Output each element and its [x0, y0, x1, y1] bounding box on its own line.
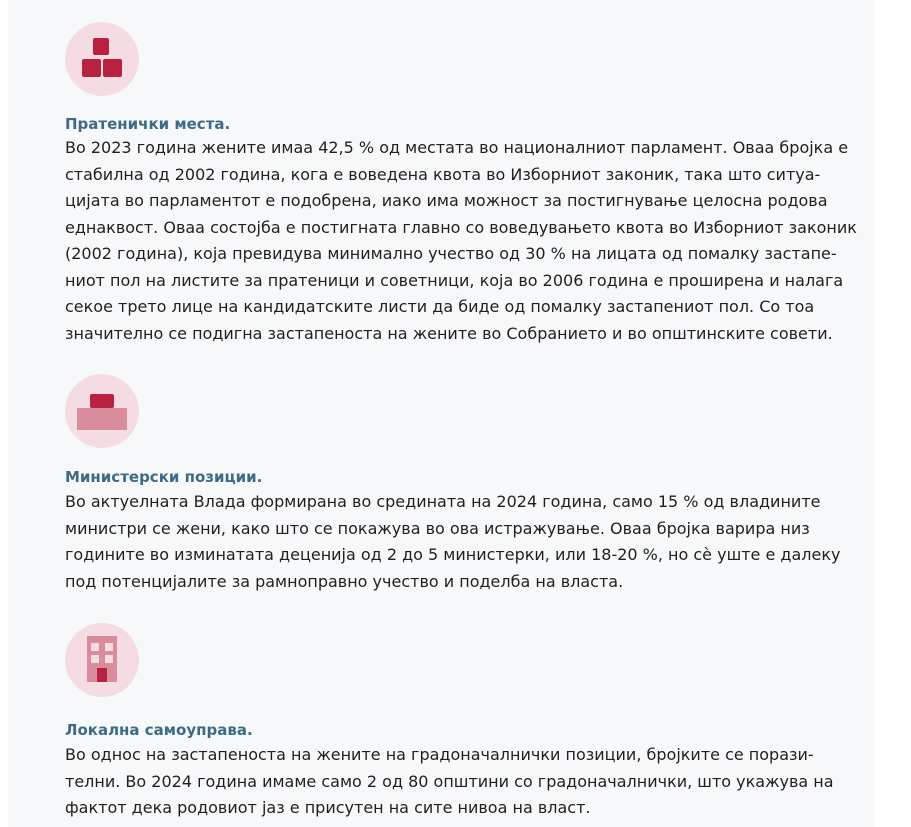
body-line: телни. Во 2024 година имаме само 2 од 80 општини со градоначалнички, што укажува на	[65, 771, 834, 791]
building-icon	[65, 623, 139, 697]
body-line: значително се подигна застапеноста на жените во Собранието и во општинските совети.	[65, 323, 833, 343]
section-title: Министерски позиции.	[65, 468, 263, 486]
section-title: Пратенички места.	[65, 115, 231, 133]
body-line: фактот дека родовиот јаз е присутен на сите нивоа на власт.	[65, 798, 591, 817]
body-line: Во 2023 година жените имаа 42,5 % од местата во националниот парламент. Оваа бројка е	[65, 138, 849, 157]
section-local-government	[65, 623, 835, 827]
body-line: стабилна од 2002 година, кога е воведена квота во Изборниот законик, така што ситуа-	[65, 164, 821, 184]
section-body	[65, 135, 857, 347]
body-line: секое трето лице на кандидатските листи да биде од помалку застапениот пол. Со тоа	[65, 297, 815, 316]
body-line: цијата во парламентот е подобрена, иако има можност за постигнување целосна родова	[65, 191, 828, 210]
section-body	[65, 742, 835, 822]
body-line: Во однос на застапеноста на жените на градоначалнички позиции, бројките се порази-	[65, 745, 814, 764]
seats-blocks-icon	[65, 22, 139, 96]
body-line: Во актуелната Влада формирана во средината на 2024 година, само 15 % од владините	[65, 492, 821, 511]
section-body	[65, 489, 841, 595]
section-ministerial-positions	[65, 374, 841, 604]
body-line: под потенцијалите за рамноправно учество и поделба на власта.	[65, 571, 624, 591]
section-title: Локална самоуправа.	[65, 721, 253, 739]
document-page	[8, 0, 874, 827]
body-line: (2002 година), која превидува минимално учество од 30 % на лицата од помалку застапе-	[65, 244, 837, 263]
ministerial-block-icon	[65, 374, 139, 448]
body-line: еднаквост. Оваа состојба е постигната главно со воведувањето квота во Изборниот законик	[65, 217, 857, 237]
section-parliament-seats	[65, 22, 857, 352]
body-line: годините во изминатата деценија од 2 до 5 министерки, или 18-20 %, но сè уште е далеку	[65, 545, 841, 564]
body-line: ниот пол на листите за пратеници и советници, која во 2006 година е проширена и налага	[65, 270, 844, 290]
body-line: министри се жени, како што се покажува во ова истражување. Оваа бројка варира низ	[65, 518, 810, 538]
